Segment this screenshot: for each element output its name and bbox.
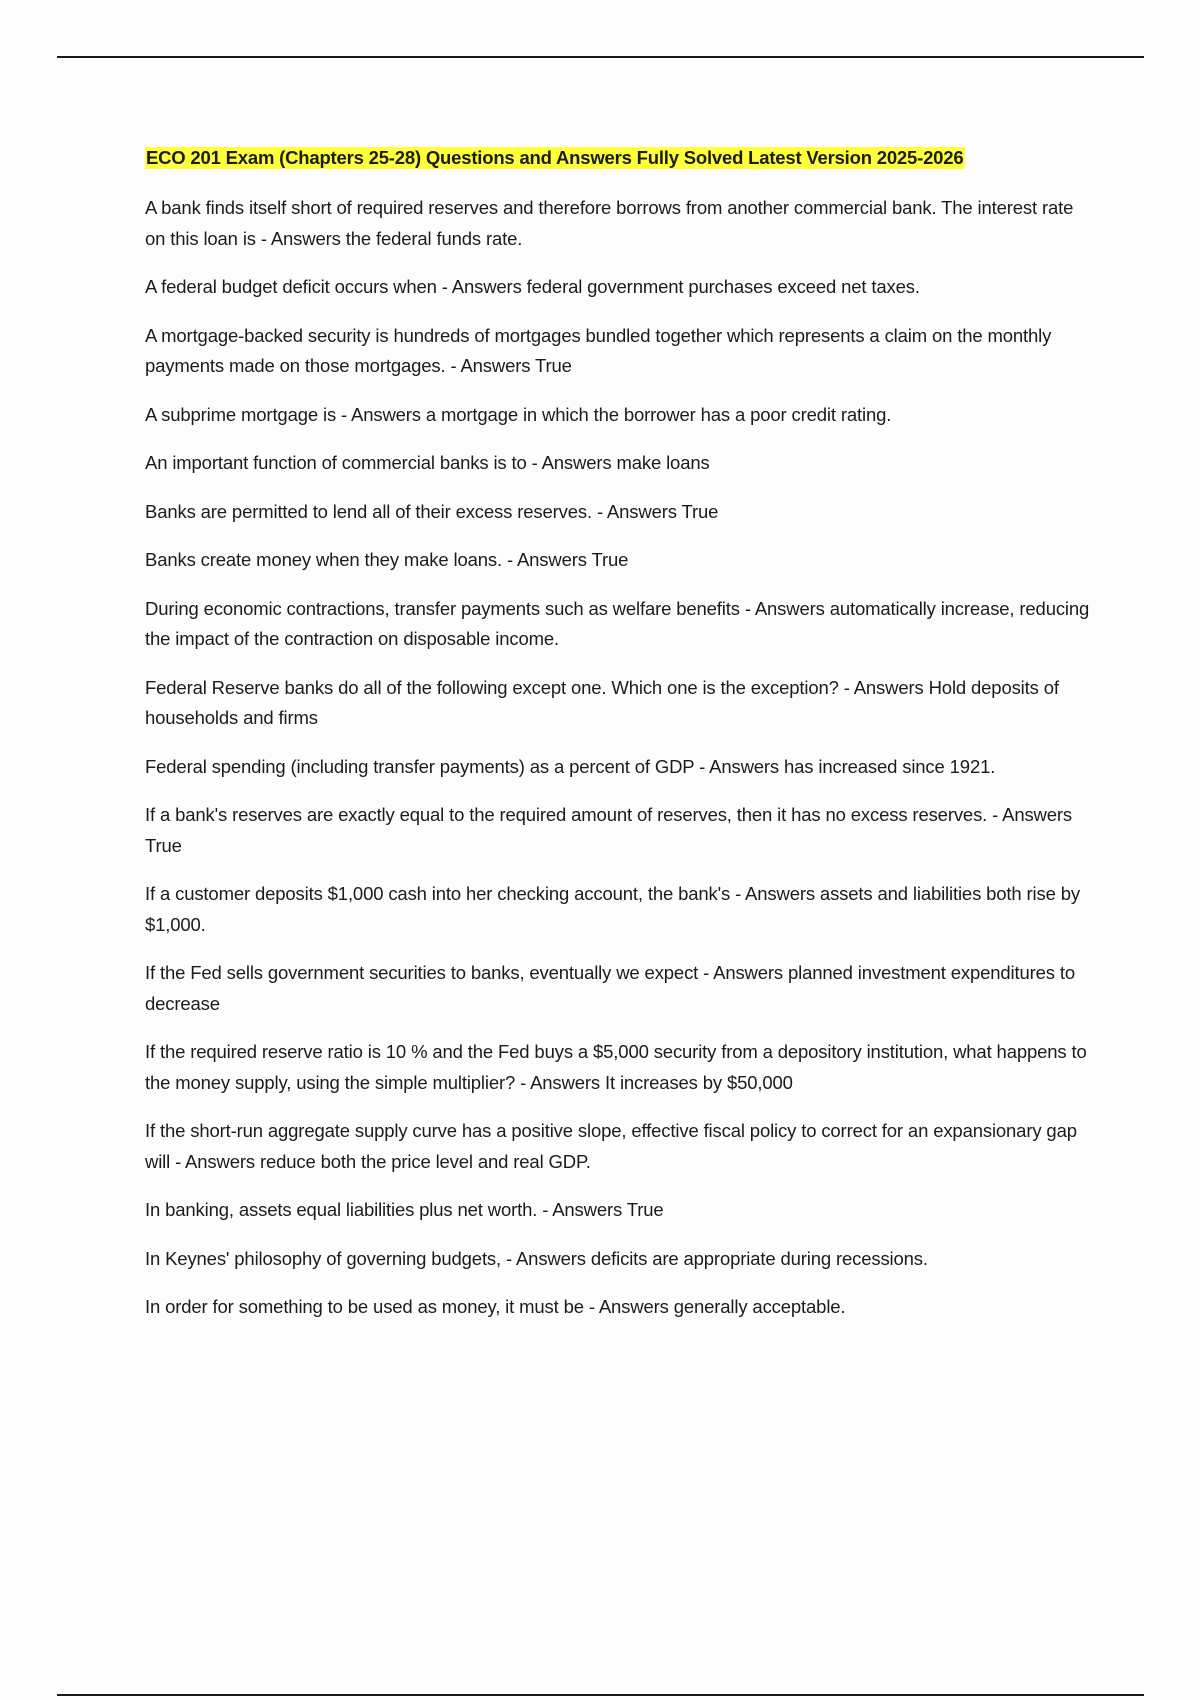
qa-item: Federal Reserve banks do all of the following except one. Which one is the exception? - Answers Hold deposits of households and firms [145,676,1059,728]
qa-item: A subprime mortgage is - Answers a mortgage in which the borrower has a poor credit rating. [145,403,892,425]
document-body [145,143,1095,1341]
qa-item: In banking, assets equal liabilities plus net worth. - Answers True [145,1199,664,1220]
qa-item: If the short-run aggregate supply curve has a positive slope, effective fiscal policy to correct for an expansionary gap will - Answers reduce both the price level and real GDP. [145,1120,1077,1172]
qa-item: Federal spending (including transfer payments) as a percent of GDP - Answers has increased since 1921. [145,755,996,777]
qa-item: During economic contractions, transfer payments such as welfare benefits - Answers automatically increase, reducing the impact of the contraction on disposable income. [145,597,1090,649]
title-highlight: ECO 201 Exam (Chapters 25-28) Questions and Answers Fully Solved Latest Version 2025-2026 [146,147,964,168]
bottom-rule [57,1694,1144,1696]
qa-item: Banks create money when they make loans. - Answers True [145,549,629,570]
top-rule [57,56,1144,58]
qa-item: A bank finds itself short of required reserves and therefore borrows from another commercial bank. The interest rate on this loan is - Answers the federal funds rate. [145,197,1074,249]
qa-item: In Keynes' philosophy of governing budgets, - Answers deficits are appropriate during recessions. [145,1247,928,1269]
qa-item: An important function of commercial banks is to - Answers make loans [145,452,710,473]
qa-item: Banks are permitted to lend all of their excess reserves. - Answers True [145,500,719,522]
qa-item: If the Fed sells government securities to banks, eventually we expect - Answers planned investment expenditures to decrease [145,962,1075,1014]
document-title [145,143,1095,173]
qa-item: If a customer deposits $1,000 cash into her checking account, the bank's - Answers assets and liabilities both rise by $1,000. [145,883,1080,935]
qa-item: If the required reserve ratio is 10 % and the Fed buys a $5,000 security from a depository institution, what happens to the money supply, using the simple multiplier? - Answers It increases by $50,000 [145,1041,1087,1093]
qa-item: A federal budget deficit occurs when - Answers federal government purchases exceed net taxes. [145,276,920,297]
qa-item: If a bank's reserves are exactly equal to the required amount of reserves, then it has no excess reserves. - Answers True [145,804,1073,856]
qa-item: A mortgage-backed security is hundreds of mortgages bundled together which represents a claim on the monthly payments made on those mortgages. - Answers True [145,324,1052,376]
qa-item: In order for something to be used as money, it must be - Answers generally acceptable. [145,1296,846,1317]
